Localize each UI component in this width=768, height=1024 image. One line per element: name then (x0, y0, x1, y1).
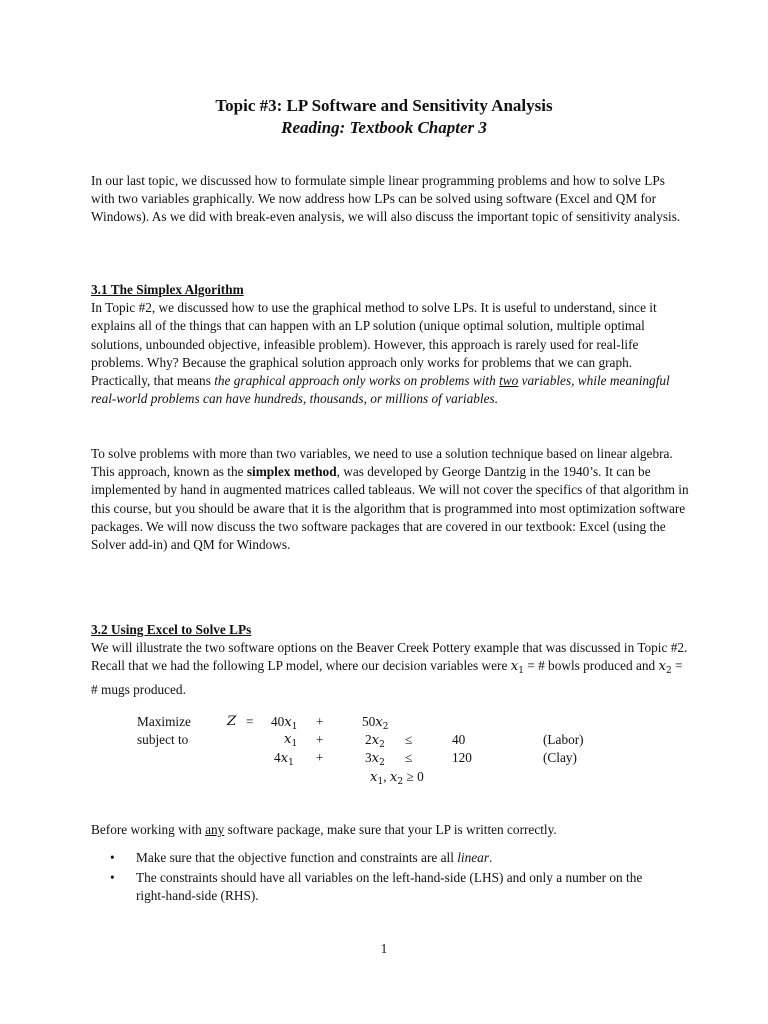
s2p1-text-b: = # bowls produced and (523, 658, 659, 674)
s1p2-text-b: simplex method (246, 464, 337, 480)
intro-paragraph: In our last topic, we discussed how to formulate simple linear programming problems and how to solve LPs with two variables graphically. We now address how LPs can be solved using software (Excel and QM for Windows). As we did with break-even analysis, we will also discuss the important topic of sensitivity analysis. (91, 173, 681, 225)
s1p2-text-a: To solve problems with more than two variables, we need to use a solution technique based on linear algebra. This approach, known as the (91, 446, 673, 480)
checklist (110, 849, 670, 907)
model-clay-label: (Clay) (543, 750, 577, 765)
model-obj-term-1: $40x_1$ (271, 714, 298, 732)
model-obj-term-2: $50x_2$ (362, 714, 389, 732)
section-1-paragraph-2 (91, 445, 691, 554)
model-plus: + (316, 714, 324, 729)
model-maximize-label: Maximize (137, 714, 191, 729)
bullet-icon: • (110, 870, 115, 885)
model-subject-to-label: subject to (137, 732, 189, 747)
page-subtitle: Reading: Textbook Chapter 3 (281, 118, 487, 137)
s1p1-text-b: the graphical approach only works on problems with (214, 373, 500, 389)
model-leq: ≤ (405, 732, 413, 747)
model-c1-term-1: $x_1$ (284, 732, 298, 749)
s1p1-text-c: two (499, 373, 519, 389)
list-item: • Make sure that the objective function and constraints are all linear. (110, 850, 493, 865)
model-equals: = (246, 714, 254, 729)
s2p2-text-b: any (205, 822, 225, 837)
model-c2-term-1: $4x_1$ (274, 750, 294, 768)
s1p1-text-a: In Topic #2, we discussed how to use the graphical method to solve LPs. It is useful to understand, since it explains all of the things that can happen with an LP solution (unique optimal solution, multiple optimal solutions, unbounded objective, infeasible problem). However, this approach is rarely used for real-life problems. Why? Because the graphical solution approach only works for problems that we can graph. Practically, that means (91, 300, 657, 389)
s1p2-text-c: , was developed by George Dantzig in the 1940’s. It can be implemented by hand in augmented matrices called tableaus. We will not cover the specifics of that algorithm in this course, but you should be aware that it is the algorithm that is programmed into most optimization software packages. We will now discuss the two software packages that are covered in our textbook: Excel (using the Solver add-in) and QM for Windows. (91, 464, 689, 553)
s1p1-text-d: variables, while meaningful real-world problems can have hundreds, thousands, or millions of variables. (91, 373, 670, 407)
model-c2-term-2: $3x_2$ (365, 750, 385, 768)
s2p1-text-c: = # mugs produced. (91, 658, 683, 697)
model-nonnegativity: $x_1$, $x_2 \ge 0$ (370, 769, 424, 787)
section-2-paragraph-2 (91, 821, 691, 839)
page-title: Topic #3: LP Software and Sensitivity Analysis (215, 96, 553, 115)
section-1-paragraph-1 (91, 281, 691, 408)
page-number: 1 (380, 941, 388, 956)
model-labor-label: (Labor) (543, 732, 584, 747)
var-x2: $x_2$ (658, 659, 672, 677)
model-z: Z (227, 714, 237, 729)
model-c1-term-2: $2x_2$ (365, 732, 385, 750)
section-2-paragraph-1 (91, 621, 691, 699)
model-labor-rhs: 40 (452, 732, 466, 747)
list-item: • The constraints should have all variables on the left-hand-side (LHS) and only a number on the right-hand-side (RHS). (110, 870, 643, 903)
bullet-icon: • (110, 850, 115, 865)
s2p2-text-c: software package, make sure that your LP is written correctly. (224, 822, 557, 837)
section-1-heading: 3.1 The Simplex Algorithm (91, 282, 244, 297)
model-plus: + (316, 732, 324, 747)
s2p1-text-a: We will illustrate the two software options on the Beaver Creek Pottery example that was discussed in Topic #2. Recall that we had the following LP model, where our decision variables were (91, 640, 688, 674)
model-plus: + (316, 750, 324, 765)
var-x1: $x_1$ (510, 659, 524, 677)
s2p2-text-a: Before working with (91, 822, 206, 837)
model-clay-rhs: 120 (452, 750, 472, 765)
section-2-heading: 3.2 Using Excel to Solve LPs (91, 622, 252, 637)
model-leq: ≤ (405, 750, 413, 765)
